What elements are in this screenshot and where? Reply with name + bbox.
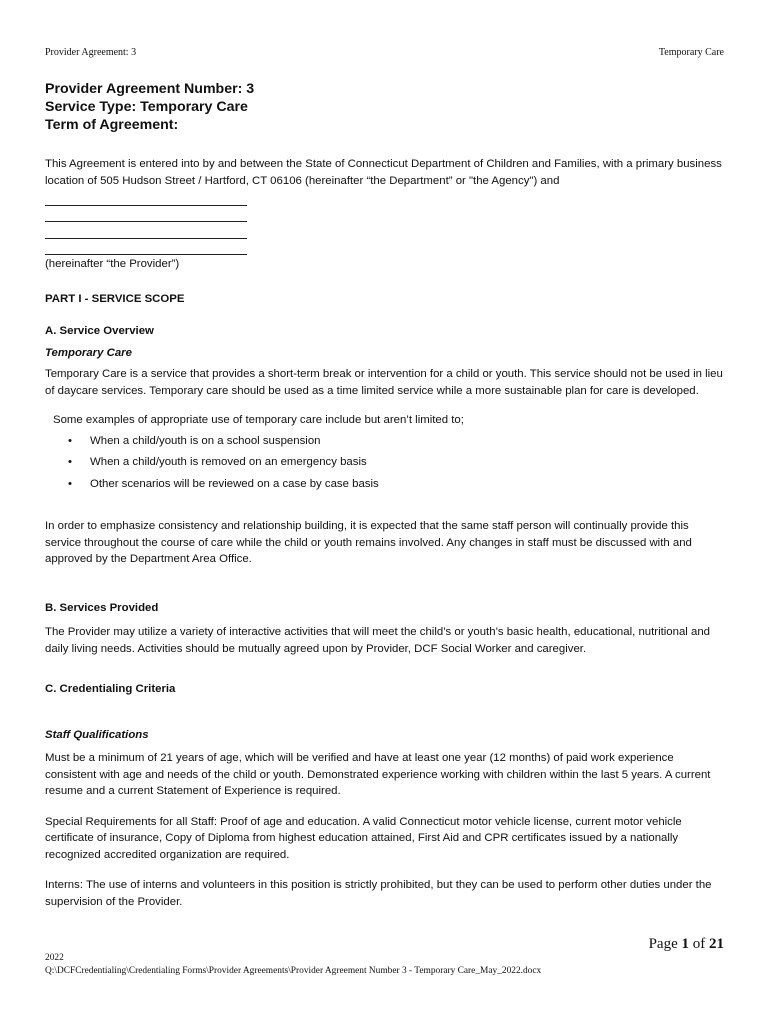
of-word: of: [692, 936, 706, 952]
section-b-paragraph: The Provider may utilize a variety of interactive activities that will meet the child’s or youth’s basic health, educational, nutritional and daily living needs. Activities should be mutually agreed upon by Provider, DCF Social Worker and caregiver.: [45, 626, 711, 655]
section-c-heading: C. Credentialing Criteria: [45, 683, 176, 695]
provider-blank-line: [45, 239, 247, 256]
header-left: Provider Agreement: 3: [45, 47, 137, 58]
page-number: [649, 936, 724, 953]
section-a-paragraph-1: Temporary Care is a service that provides a short-term break or intervention for a child or youth. This service should not be used in lieu of daycare services. Temporary care should be used as a time limited service while a more sustainable plan for care is developed.: [45, 368, 723, 397]
service-type-title: Service Type: Temporary Care: [45, 99, 248, 115]
current-page: 1: [681, 936, 689, 952]
provider-blank-line: [45, 206, 247, 223]
section-b-heading: B. Services Provided: [45, 601, 159, 614]
section-c-paragraph-1: Must be a minimum of 21 years of age, which will be verified and have at least one year (12 months) of paid work experience consistent with age and needs of the child or youth. Demonstrated experience working with children within the last 5 years. A current resume and a current Statement of Experience is required.: [45, 752, 711, 797]
list-item: • When a child/youth is removed on an emergency basis: [45, 454, 727, 471]
section-c-paragraph-3: Interns: The use of interns and volunteers in this position is strictly prohibited, but they can be used to perform other duties under the supervision of the Provider.: [45, 879, 712, 908]
examples-list: [45, 433, 727, 493]
section-a-subheading: Temporary Care: [45, 346, 132, 359]
provider-blank-line: [45, 189, 247, 206]
list-item: • When a child/youth is on a school suspension: [45, 433, 727, 450]
footer-file-path: Q:\DCFCredentialing\Credentialing Forms\Provider Agreements\Provider Agreement Number 3 - Temporary Care_May_2022.docx: [45, 966, 542, 976]
document-body: [45, 80, 727, 910]
part1-heading: PART I - SERVICE SCOPE: [45, 292, 185, 305]
examples-intro: Some examples of appropriate use of temporary care include but aren’t limited to;: [53, 414, 464, 426]
page-word: Page: [648, 936, 678, 952]
title-block: [45, 80, 727, 134]
term-title: Term of Agreement:: [45, 117, 179, 133]
provider-blank-line: [45, 222, 247, 239]
footer-year: 2022: [45, 953, 64, 963]
staff-qualifications-subheading: Staff Qualifications: [45, 728, 149, 741]
section-a-heading: A. Service Overview: [45, 325, 154, 337]
total-pages: 21: [709, 936, 724, 952]
intro-paragraph: This Agreement is entered into by and between the State of Connecticut Department of Children and Families, with a primary business location of 505 Hudson Street / Hartford, CT 06106 (hereinafter “the Department” or "the Agency") and: [45, 158, 722, 187]
section-c-paragraph-2: Special Requirements for all Staff: Proof of age and education. A valid Connecticut motor vehicle license, current motor vehicle certificate of insurance, Copy of Diploma from highest education attained, First Aid and CPR certificates issued by a nationally recognized accredited organization are required.: [45, 815, 682, 861]
list-item: • Other scenarios will be reviewed on a case by case basis: [45, 476, 727, 493]
provider-name-lines: [45, 189, 727, 255]
section-a-paragraph-2: In order to emphasize consistency and relationship building, it is expected that the same staff person will continually provide this service throughout the course of care while the child or youth remains involved. Any changes in staff must be discussed with and approved by the Department Area Office.: [45, 520, 692, 565]
provider-label: (hereinafter “the Provider”): [45, 258, 180, 270]
header-right: Temporary Care: [658, 47, 724, 58]
agreement-number-title: Provider Agreement Number: 3: [45, 81, 255, 97]
